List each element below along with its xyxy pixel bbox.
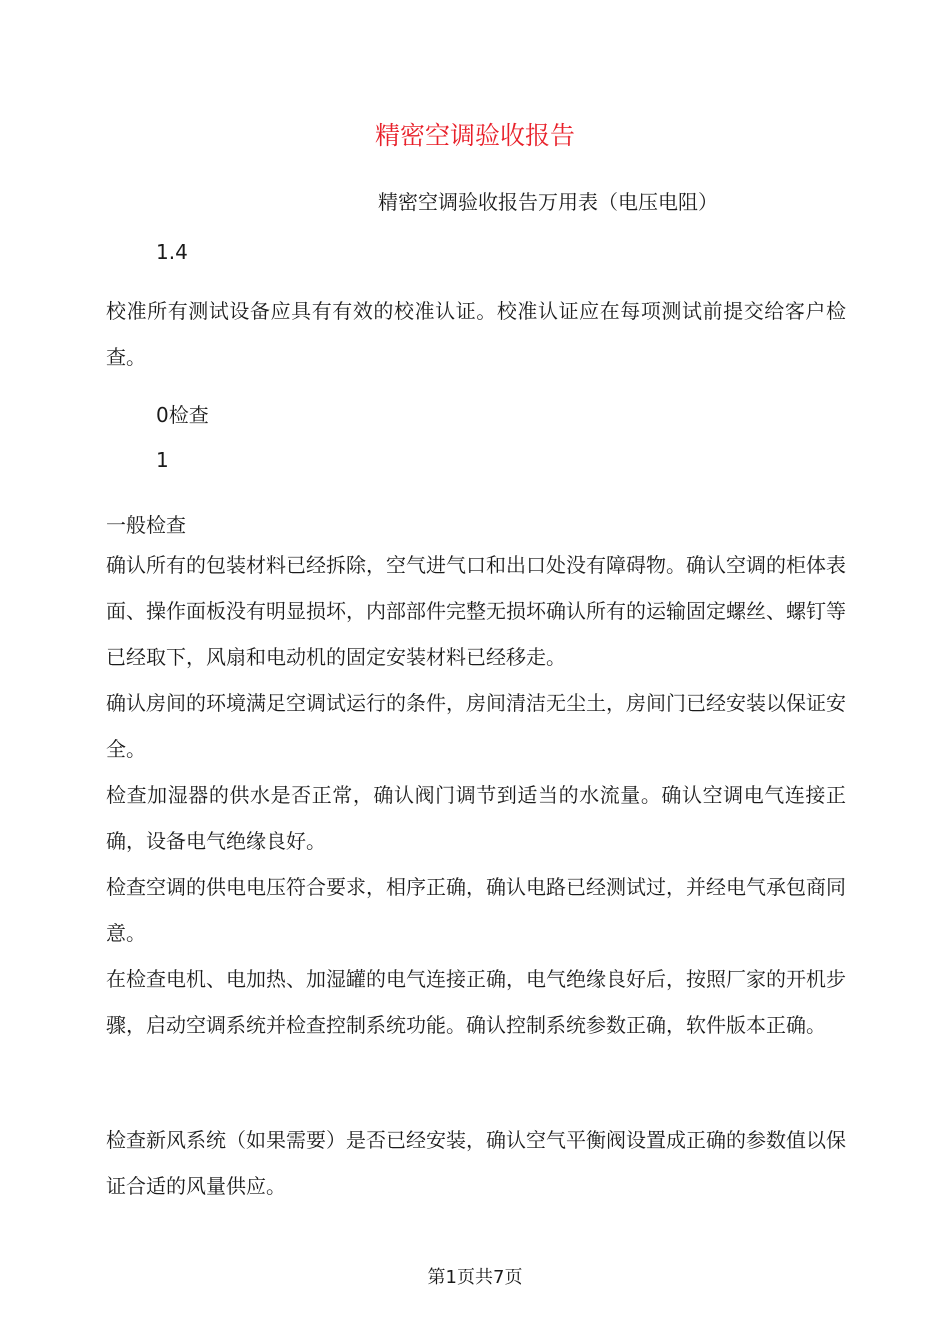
check-heading: 0检查 — [156, 403, 209, 427]
paragraph-packaging: 确认所有的包装材料已经拆除，空气进气口和出口处没有障碍物。确认空调的柜体表面、操作面板没有明显损坏，内部部件完整无损坏确认所有的运输固定螺丝、螺钉等已经取下，风扇和电动机的固定安装材料已经移走。 — [106, 553, 846, 669]
paragraph-room-environment: 确认房间的环境满足空调试运行的条件，房间清洁无尘土，房间门已经安装以保证安全。 — [106, 691, 846, 761]
calibration-paragraph: 校准所有测试设备应具有有效的校准认证。校准认证应在每项测试前提交给客户检查。 — [106, 299, 846, 369]
paragraph-humidifier: 检查加湿器的供水是否正常，确认阀门调节到适当的水流量。确认空调电气连接正确，设备电气绝缘良好。 — [106, 783, 846, 853]
document-subtitle: 精密空调验收报告万用表（电压电阻） — [378, 190, 718, 214]
page-footer: 第1页共7页 — [427, 1267, 523, 1288]
paragraph-startup: 在检查电机、电加热、加湿罐的电气连接正确，电气绝缘良好后，按照厂家的开机步骤，启动空调系统并检查控制系统功能。确认控制系统参数正确，软件版本正确。 — [106, 967, 846, 1037]
paragraph-power-supply: 检查空调的供电电压符合要求，相序正确，确认电路已经测试过，并经电气承包商同意。 — [106, 875, 846, 945]
document-title: 精密空调验收报告 — [374, 121, 575, 150]
paragraph-fresh-air: 检查新风系统（如果需要）是否已经安装，确认空气平衡阀设置成正确的参数值以保证合适的风量供应。 — [106, 1128, 846, 1198]
check-number: 1 — [156, 448, 169, 472]
section-number: 1.4 — [156, 240, 188, 264]
general-check-heading: 一般检查 — [106, 513, 186, 537]
